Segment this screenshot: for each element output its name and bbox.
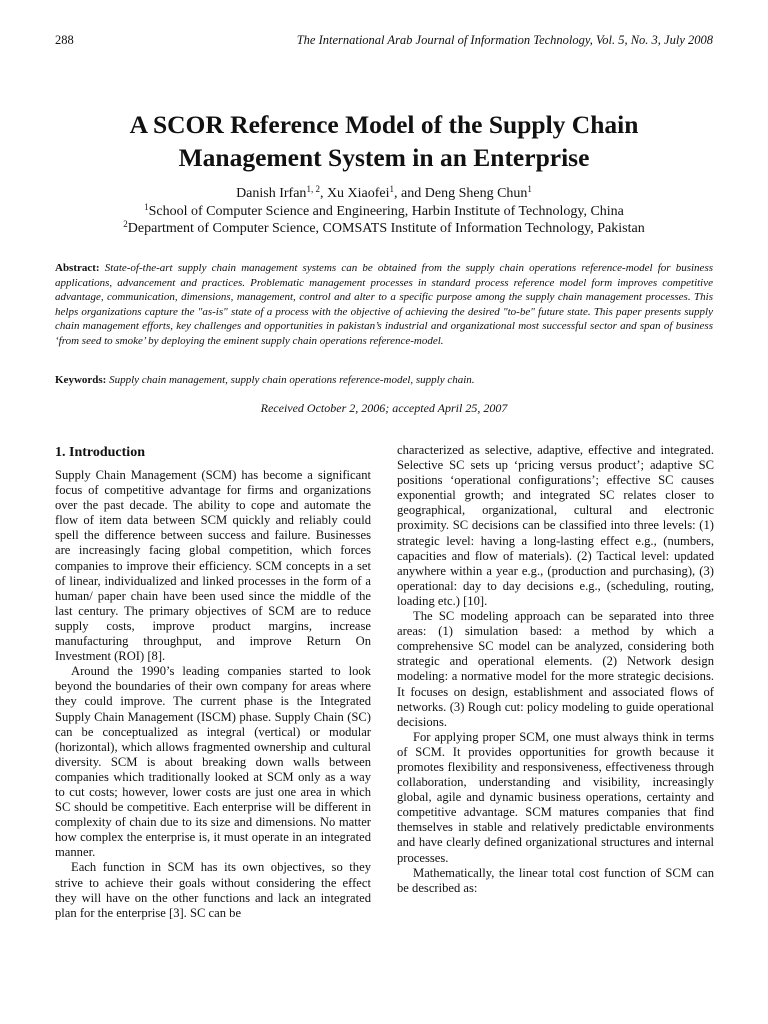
affiliation-marker: 2 — [123, 219, 128, 229]
abstract-label: Abstract: — [55, 262, 100, 274]
author-affiliation-marker: 1 — [389, 184, 395, 194]
received-dates: Received October 2, 2006; accepted April 25, 2007 — [260, 401, 508, 415]
page-header — [55, 33, 713, 49]
author-affiliation-marker: 1, 2 — [306, 184, 320, 194]
body-paragraph: Mathematically, the linear total cost function of SCM can be described as: — [397, 865, 714, 895]
body-paragraph: Supply Chain Management (SCM) has become a significant focus of competitive advantage for firms and organizations over the past decade. The ability to cope and automate the flow of item data between SCM quickly and reliably could spell the difference between success and failure. Businesses are increasingly facing global competition, which forces companies to improve their efficiency. SCM concepts in a set of linear, individualized and linked processes in the form of a human/ paper chain have been used since the middle of the last century. The primary objectives of SCM are to reduce supply costs, improve product margins, increase manufacturing throughput, and improve Return On Investment (ROI) [8]. — [55, 468, 371, 664]
paper-title — [40, 108, 728, 174]
section-heading: 1. Introduction — [55, 445, 145, 460]
body-paragraph: Each function in SCM has its own objectives, so they strive to achieve their goals without considering the effect they will have on the other functions and lack an integrated plan for the enterprise [3]. SC can be — [55, 860, 371, 920]
title-line-2: Management System in an Enterprise — [178, 143, 590, 172]
body-paragraph: characterized as selective, adaptive, effective and integrated. Selective SC sets up ‘pricing versus product’; adaptive SC positions ‘operational configurations’; effective SC causes exponential growth; and integrated SC relates closer to geographical, organizational, cultural and electronic proximity. SC decisions can be classified into three levels: (1) strategic level: having a long-lasting effect e.g., (numbers, capacities and flow of materials). (2) Tactical level: updated anywhere within a year e.g., (production and purchasing), (3) operational: day to day decisions e.g., (scheduling, routing, loading etc.) [10]. — [397, 443, 714, 608]
right-column — [397, 443, 714, 896]
affiliation-marker: 1 — [144, 202, 149, 212]
affiliation — [40, 203, 728, 220]
keywords-text: Supply chain management, supply chain operations reference-model, supply chain. — [109, 374, 475, 386]
title-line-1: A SCOR Reference Model of the Supply Chain — [129, 110, 639, 139]
author-name: , and Deng Sheng Chun — [394, 186, 528, 201]
affiliation — [40, 220, 728, 237]
author-affiliation-marker: 1 — [527, 184, 532, 194]
affiliation-text: Department of Computer Science, COMSATS Institute of Information Technology, Pakistan — [127, 221, 645, 236]
page-number: 288 — [55, 33, 74, 47]
keywords-label: Keywords: — [55, 374, 107, 386]
author-name: Danish Irfan — [236, 186, 307, 201]
left-column — [55, 444, 371, 921]
body-paragraph: The SC modeling approach can be separated into three areas: (1) simulation based: a method by which a comprehensive SC model can be analyzed, considering both strategic and operational elements. (2) Network design modeling: a normative model for the more strategic decisions. It focuses on design, establishment and associated flows of networks. (3) Rough cut: policy modeling to guide operational decisions. — [397, 609, 714, 729]
author-list — [40, 185, 728, 202]
keywords — [55, 373, 713, 387]
abstract-text: State-of-the-art supply chain management systems can be obtained from the supply chain operations reference-model for business applications, advancement and practices. Problematic management processes in standard process reference model form improves competitive advantage, communication, dimensions, management, control and alter to a specific purpose among the supply chain management processes. This helps organizations capture the "as-is" state of a process with the objective of achieving the desired "to-be" future state. This paper presents supply chain management efforts, key challenges and opportunities in pakistan’s industrial and organizational most successful sector and span of business ‘from seed to smoke’ by deploying the eminent supply chain operations reference-model. — [55, 262, 713, 347]
body-paragraph: Around the 1990’s leading companies started to look beyond the boundaries of their own company for areas where they could improve. The current phase is the Integrated Supply Chain Management (ISCM) phase. Supply Chain (SC) can be conceptualized as integral (vertical) or modular (horizontal), which allows fragmented ownership and cultural diversity. SCM is about breaking down walls between companies which traditionally looked at SCM only as a way to cut costs; however, lower costs are just one area in which SC should be competitive. Each enterprise will be different in complexity of chain due to its size and dimensions. No matter how complex the enterprise is, it must operate in an integrated manner. — [55, 664, 371, 860]
journal-running-head: The International Arab Journal of Information Technology, Vol. 5, No. 3, July 2008 — [296, 33, 713, 47]
abstract — [55, 261, 713, 349]
author-name: , Xu Xiaofei — [319, 186, 390, 201]
affiliation-text: School of Computer Science and Engineering, Harbin Institute of Technology, China — [148, 204, 624, 219]
body-paragraph: For applying proper SCM, one must always think in terms of SCM. It provides opportunities for growth because it promotes flexibility and responsiveness, effectiveness through collaboration, understanding and visibility, increasingly global, agile and dynamic business operations, certainty and competitive advantage. SCM matures companies that find themselves in stable and relatively predictable environments and have clearly defined organizational structures and internal processes. — [397, 729, 714, 865]
